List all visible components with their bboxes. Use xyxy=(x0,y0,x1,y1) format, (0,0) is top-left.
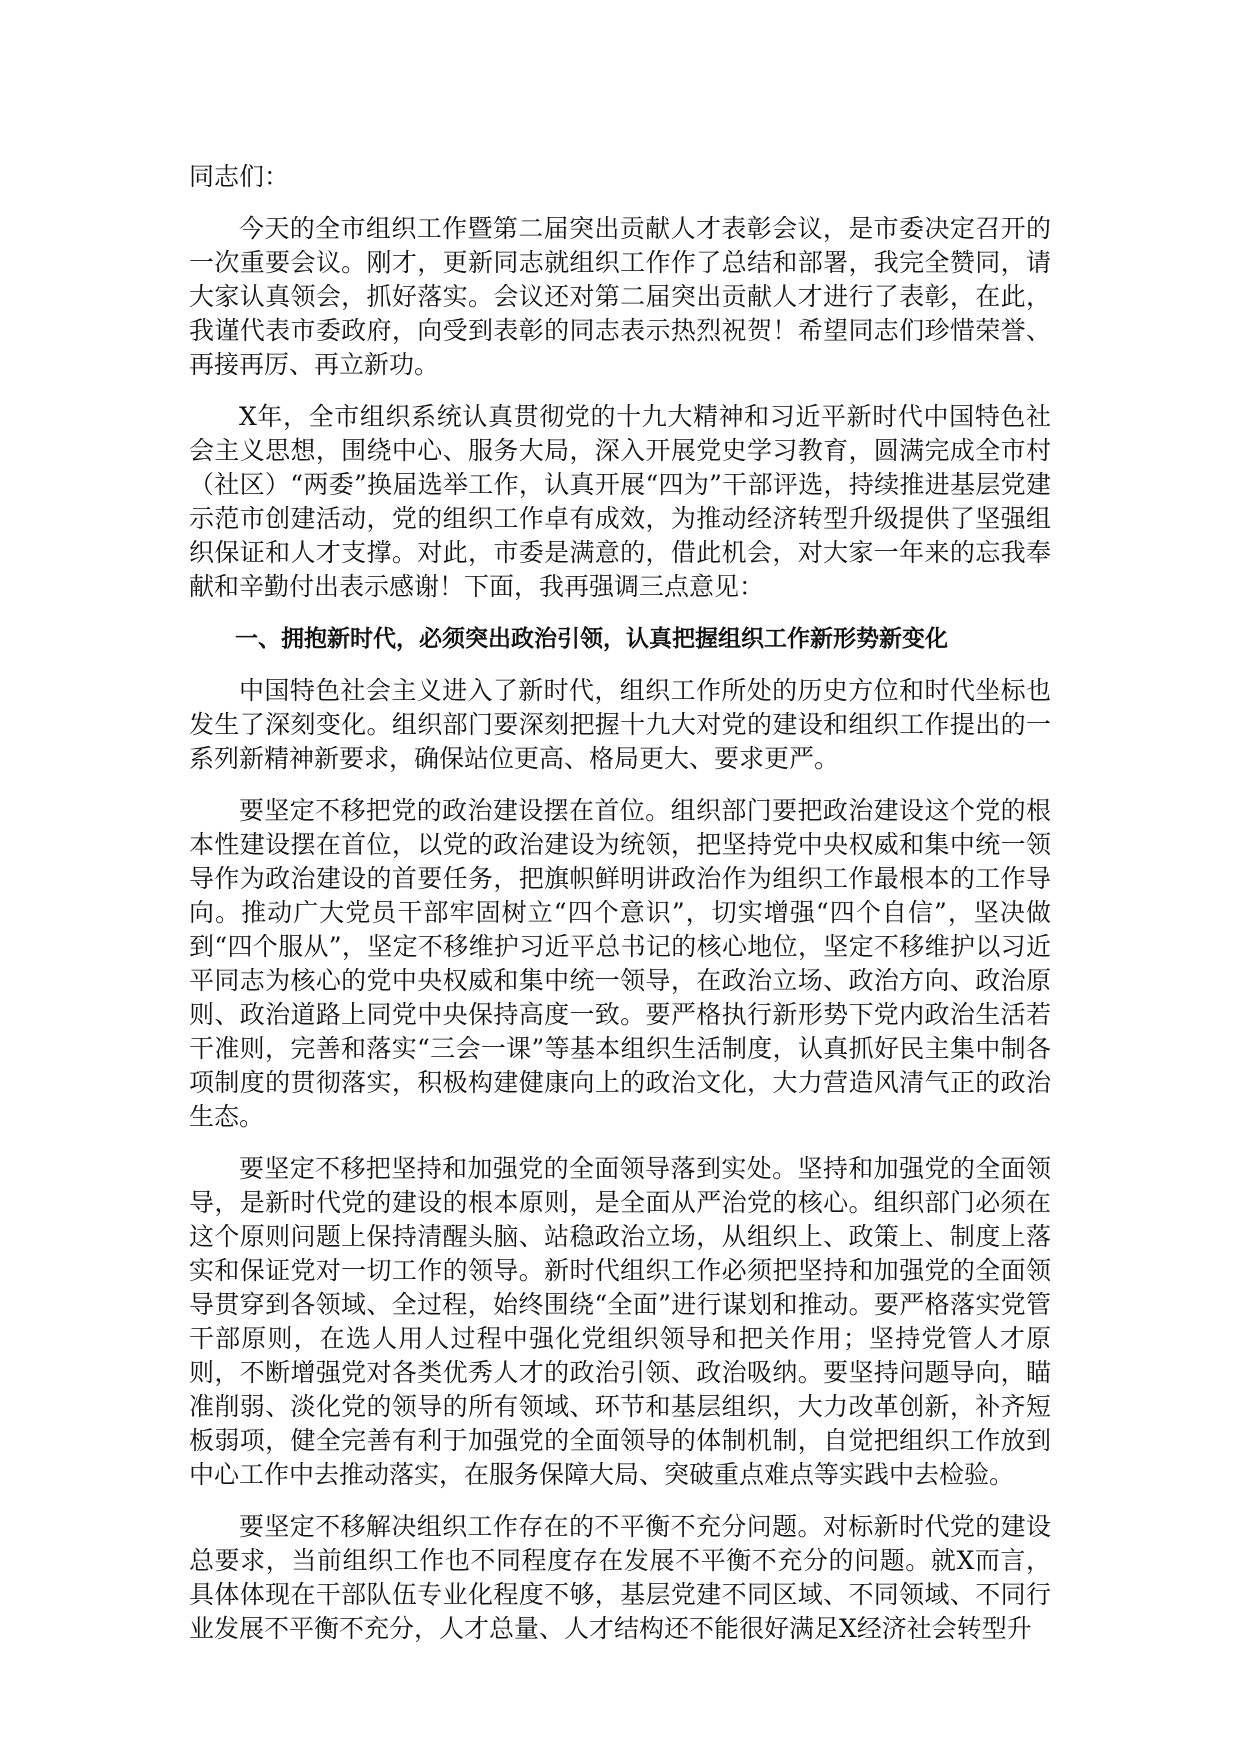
document-page xyxy=(189,160,1051,1664)
section-1-paragraph-3: 要坚定不移把坚持和加强党的全面领导落到实处。坚持和加强党的全面领导，是新时代党的建设的根本原则，是全面从严治党的核心。组织部门必须在这个原则问题上保持清醒头脑、站稳政治立场，从组织上、政策上、制度上落实和保证党对一切工作的领导。新时代组织工作必须把坚持和加强党的全面领导贯穿到各领域、全过程，始终围绕“全面”进行谋划和推动。要严格落实党管干部原则，在选人用人过程中强化党组织领导和把关作用；坚持党管人才原则，不断增强党对各类优秀人才的政治引领、政治吸纳。要坚持问题导向，瞄准削弱、淡化党的领导的所有领域、环节和基层组织，大力改革创新，补齐短板弱项，健全完善有利于加强党的全面领导的体制机制，自觉把组织工作放到中心工作中去推动落实，在服务保障大局、突破重点难点等实践中去检验。 xyxy=(189,1154,1051,1489)
section-1-heading: 一、拥抱新时代，必须突出政治引领，认真把握组织工作新形势新变化 xyxy=(235,626,948,652)
intro-paragraph-2: X年，全市组织系统认真贯彻党的十九大精神和习近平新时代中国特色社会主义思想，围绕中心、服务大局，深入开展党史学习教育，圆满完成全市村（社区）“两委”换届选举工作，认真开展“四为”干部评选，持续推进基层党建示范市创建活动，党的组织工作卓有成效，为推动经济转型升级提供了坚强组织保证和人才支撑。对此，市委是满意的，借此机会，对大家一年来的忘我奉献和辛勤付出表示感谢！下面，我再强调三点意见： xyxy=(189,402,1051,601)
section-1-paragraph-1: 中国特色社会主义进入了新时代，组织工作所处的历史方位和时代坐标也发生了深刻变化。组织部门要深刻把握十九大对党的建设和组织工作提出的一系列新精神新要求，确保站位更高、格局更大、要求更严。 xyxy=(189,676,1051,773)
intro-paragraph-1: 今天的全市组织工作暨第二届突出贡献人才表彰会议，是市委决定召开的一次重要会议。刚才，更新同志就组织工作作了总结和部署，我完全赞同，请大家认真领会，抓好落实。会议还对第二届突出贡献人才进行了表彰，在此，我谨代表市委政府，向受到表彰的同志表示热烈祝贺！希望同志们珍惜荣誉、再接再厉、再立新功。 xyxy=(189,214,1051,379)
greeting: 同志们： xyxy=(189,162,290,191)
section-1-paragraph-4: 要坚定不移解决组织工作存在的不平衡不充分问题。对标新时代党的建设总要求，当前组织工作也不同程度存在发展不平衡不充分的问题。就X而言，具体体现在干部队伍专业化程度不够，基层党建不同区域、不同领域、不同行业发展不平衡不充分，人才总量、人才结构还不能很好满足X经济社会转型升 xyxy=(189,1512,1051,1643)
section-1-paragraph-2: 要坚定不移把党的政治建设摆在首位。组织部门要把政治建设这个党的根本性建设摆在首位，以党的政治建设为统领，把坚持党中央权威和集中统一领导作为政治建设的首要任务，把旗帜鲜明讲政治作为组织工作最根本的工作导向。推动广大党员干部牢固树立“四个意识”，切实增强“四个自信”，坚决做到“四个服从”，坚定不移维护习近平总书记的核心地位，坚定不移维护以习近平同志为核心的党中央权威和集中统一领导，在政治立场、政治方向、政治原则、政治道路上同党中央保持高度一致。要严格执行新形势下党内政治生活若干准则，完善和落实“三会一课”等基本组织生活制度，认真抓好民主集中制各项制度的贯彻落实，积极构建健康向上的政治文化，大力营造风清气正的政治生态。 xyxy=(189,796,1051,1131)
